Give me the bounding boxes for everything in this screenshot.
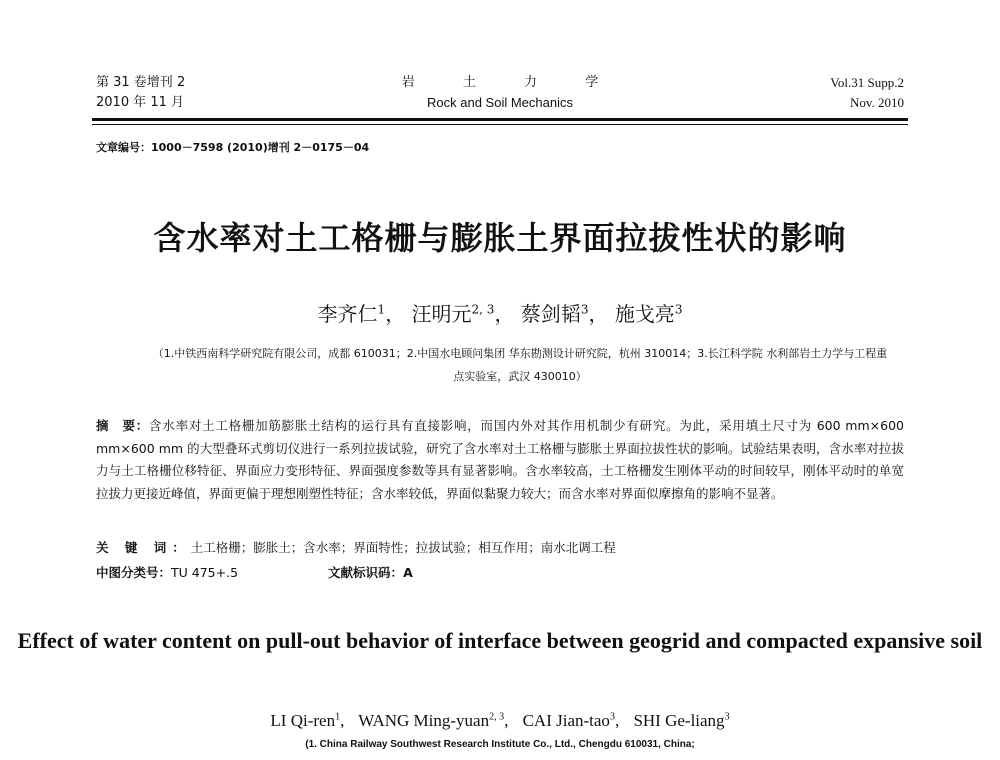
keywords-label: 关 键 词： <box>96 540 191 555</box>
clc-label: 中图分类号： <box>96 565 172 580</box>
abstract-cn <box>96 415 904 505</box>
date-cn: 2010 年 11 月 <box>96 95 185 110</box>
authors-cn <box>0 298 1000 327</box>
affiliation-en: (1. China Railway Southwest Research Institute Co., Ltd., Chengdu 610031, China; <box>305 739 695 750</box>
clc-value: TU 475+.5 <box>171 565 239 580</box>
affiliation-cn: （1.中铁西南科学研究院有限公司，成都 610031；2.中国水电顾问集团 华东勘测设计研究院，杭州 310014；3.长江科学院 水利部岩土力学与工程重点实验室，武汉 430010） <box>152 347 888 383</box>
doc-code-label: 文献标识码： <box>328 565 404 580</box>
abstract-text: 含水率对土工格栅加筋膨胀土结构的运行具有直接影响，而国内外对其作用机制少有研究。为此，采用填土尺寸为 600 mm×600 mm×600 mm 的大型叠环式剪切仪进行一系列拉拔试验，研究了含水率对土工格栅与膨胀土界面拉拔性状的影响。试验结果表明，含水率对拉拔力与土工格栅位移特征、界面应力变形特征、界面强度参数等具有显著影响。含水率较高，土工格栅发生刚体平动的时间较早，刚体平动时的单宽拉拔力更接近峰值，界面更偏于理想刚塑性特征；含水率较低，界面似黏聚力较大；而含水率对界面似摩擦角的影响不显著。 <box>96 418 904 501</box>
author-en: WANG Ming-yuan$^{2, 3}$, <box>358 711 509 730</box>
classification-line <box>96 563 413 581</box>
title-en: Effect of water content on pull-out behavior of interface between geogrid and compacted expansive soil <box>17 628 983 653</box>
author-en: CAI Jian-tao$^3$, <box>522 711 620 730</box>
volume-en: Vol.31 Supp.2 <box>830 75 904 90</box>
journal-title-cn: 岩 土 力 学 <box>401 75 621 90</box>
author-cn: 施戈亮$^3$ <box>614 302 683 326</box>
author-en: LI Qi-ren$^1$, <box>270 711 345 730</box>
article-number: 文章编号：1000－7598 (2010)增刊 2－0175－04 <box>96 141 370 154</box>
header-rule-thick <box>92 118 908 121</box>
date-en: Nov. 2010 <box>849 95 904 110</box>
keywords-text: 土工格栅；膨胀土；含水率；界面特性；拉拔试验；相互作用；南水北调工程 <box>190 540 616 555</box>
author-cn: 李齐仁$^1$， <box>317 302 406 326</box>
author-cn: 蔡剑韬$^3$， <box>520 302 609 326</box>
author-cn: 汪明元$^{2, 3}$， <box>411 302 515 326</box>
abstract-label: 摘 要： <box>96 418 150 433</box>
journal-title-en: Rock and Soil Mechanics <box>427 95 573 110</box>
header-rule-thin <box>92 124 908 125</box>
volume-cn: 第 31 卷增刊 2 <box>96 75 186 90</box>
header-right <box>830 73 904 113</box>
title-cn: 含水率对土工格栅与膨胀土界面拉拔性状的影响 <box>153 219 847 257</box>
authors-en <box>0 711 1000 731</box>
keywords-cn <box>96 538 616 556</box>
author-en: SHI Ge-liang$^3$ <box>633 711 730 730</box>
doc-code-value: A <box>403 565 413 580</box>
